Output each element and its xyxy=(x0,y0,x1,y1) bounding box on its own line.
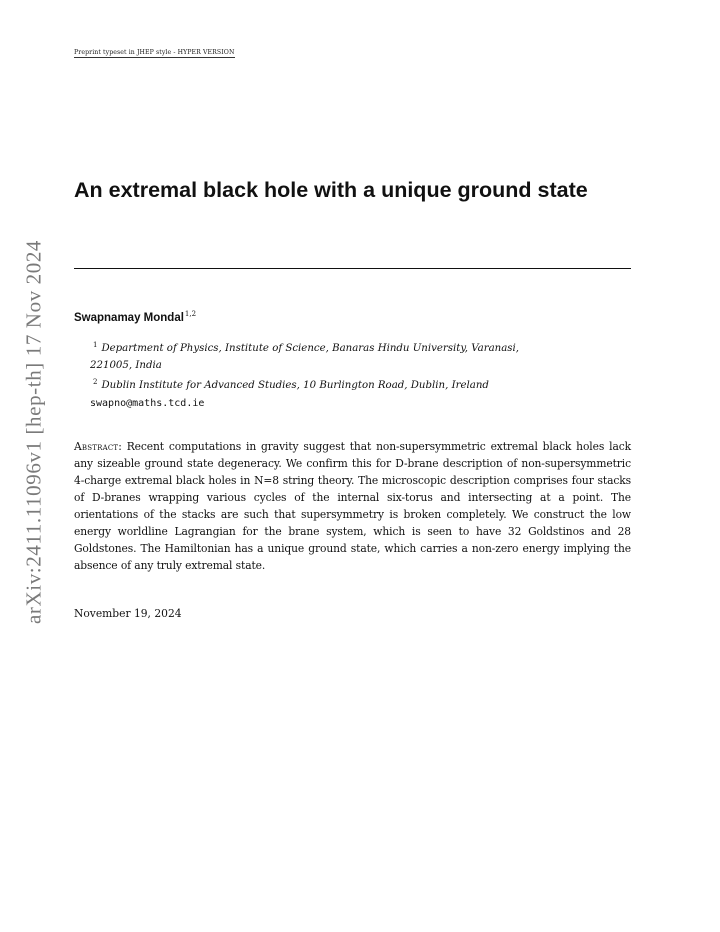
affiliation-1-continued xyxy=(90,357,590,374)
author-email: swapno@maths.tcd.ie xyxy=(90,398,205,409)
abstract-text: Recent computations in gravity suggest that non-supersymmetric extremal black holes lack any sizeable ground state degeneracy. We confirm this for D-brane description of non-supersymmetric 4-charge extremal black holes in N=8 string theory. The microscopic description comprises four stacks of D-branes wrapping various cycles of the internal six-torus and intersecting at a point. The orientations of the stacks are such that supersymmetry is broken completely. We construct the low energy worldline Lagrangian for the brane system, which is seen to have 32 Goldstinos and 28 Goldstones. The Hamiltonian has a unique ground state, which carries a non-zero energy implying the absence of any truly extremal state. xyxy=(74,440,631,572)
abstract: Abstract: Recent computations in gravity suggest that non-supersymmetric extremal black holes lack any sizeable ground state degeneracy. We confirm this for D-brane description of non-supersymmetric 4-charge extremal black holes in N=8 string theory. The microscopic description comprises four stacks of D-branes wrapping various cycles of the internal six-torus and intersecting at a point. The orientations of the stacks are such that supersymmetry is broken completely. We construct the low energy worldline Lagrangian for the brane system, which is seen to have 32 Goldstinos and 28 Goldstones. The Hamiltonian has a unique ground state, which carries a non-zero energy implying the absence of any truly extremal state. xyxy=(74,440,631,572)
author-affiliation-marks: 1,2 xyxy=(184,310,197,318)
affiliation-1 xyxy=(90,337,590,357)
preprint-note: Preprint typeset in JHEP style - HYPER VERSION xyxy=(74,49,235,56)
affiliation-text: Department of Physics, Institute of Science, Banaras Hindu University, Varanasi, xyxy=(101,343,520,354)
affiliations xyxy=(90,337,590,394)
abstract-label: Abstract xyxy=(74,440,119,453)
paper-date: November 19, 2024 xyxy=(74,607,182,620)
arxiv-identifier-stamp: arXiv:2411.11096v1 [hep-th] 17 Nov 2024 xyxy=(21,239,46,625)
affiliation-2 xyxy=(90,374,590,394)
author-name: Swapnamay Mondal xyxy=(74,312,184,324)
author-line xyxy=(74,310,196,324)
affiliation-text: Dublin Institute for Advanced Studies, 10 Burlington Road, Dublin, Ireland xyxy=(101,380,489,391)
affiliation-number: 1 xyxy=(93,341,98,349)
affiliation-number: 2 xyxy=(93,378,98,386)
affiliation-text-cont: 221005, India xyxy=(90,360,162,371)
title-divider xyxy=(74,268,631,269)
paper-title: An extremal black hole with a unique ground state xyxy=(74,178,588,202)
